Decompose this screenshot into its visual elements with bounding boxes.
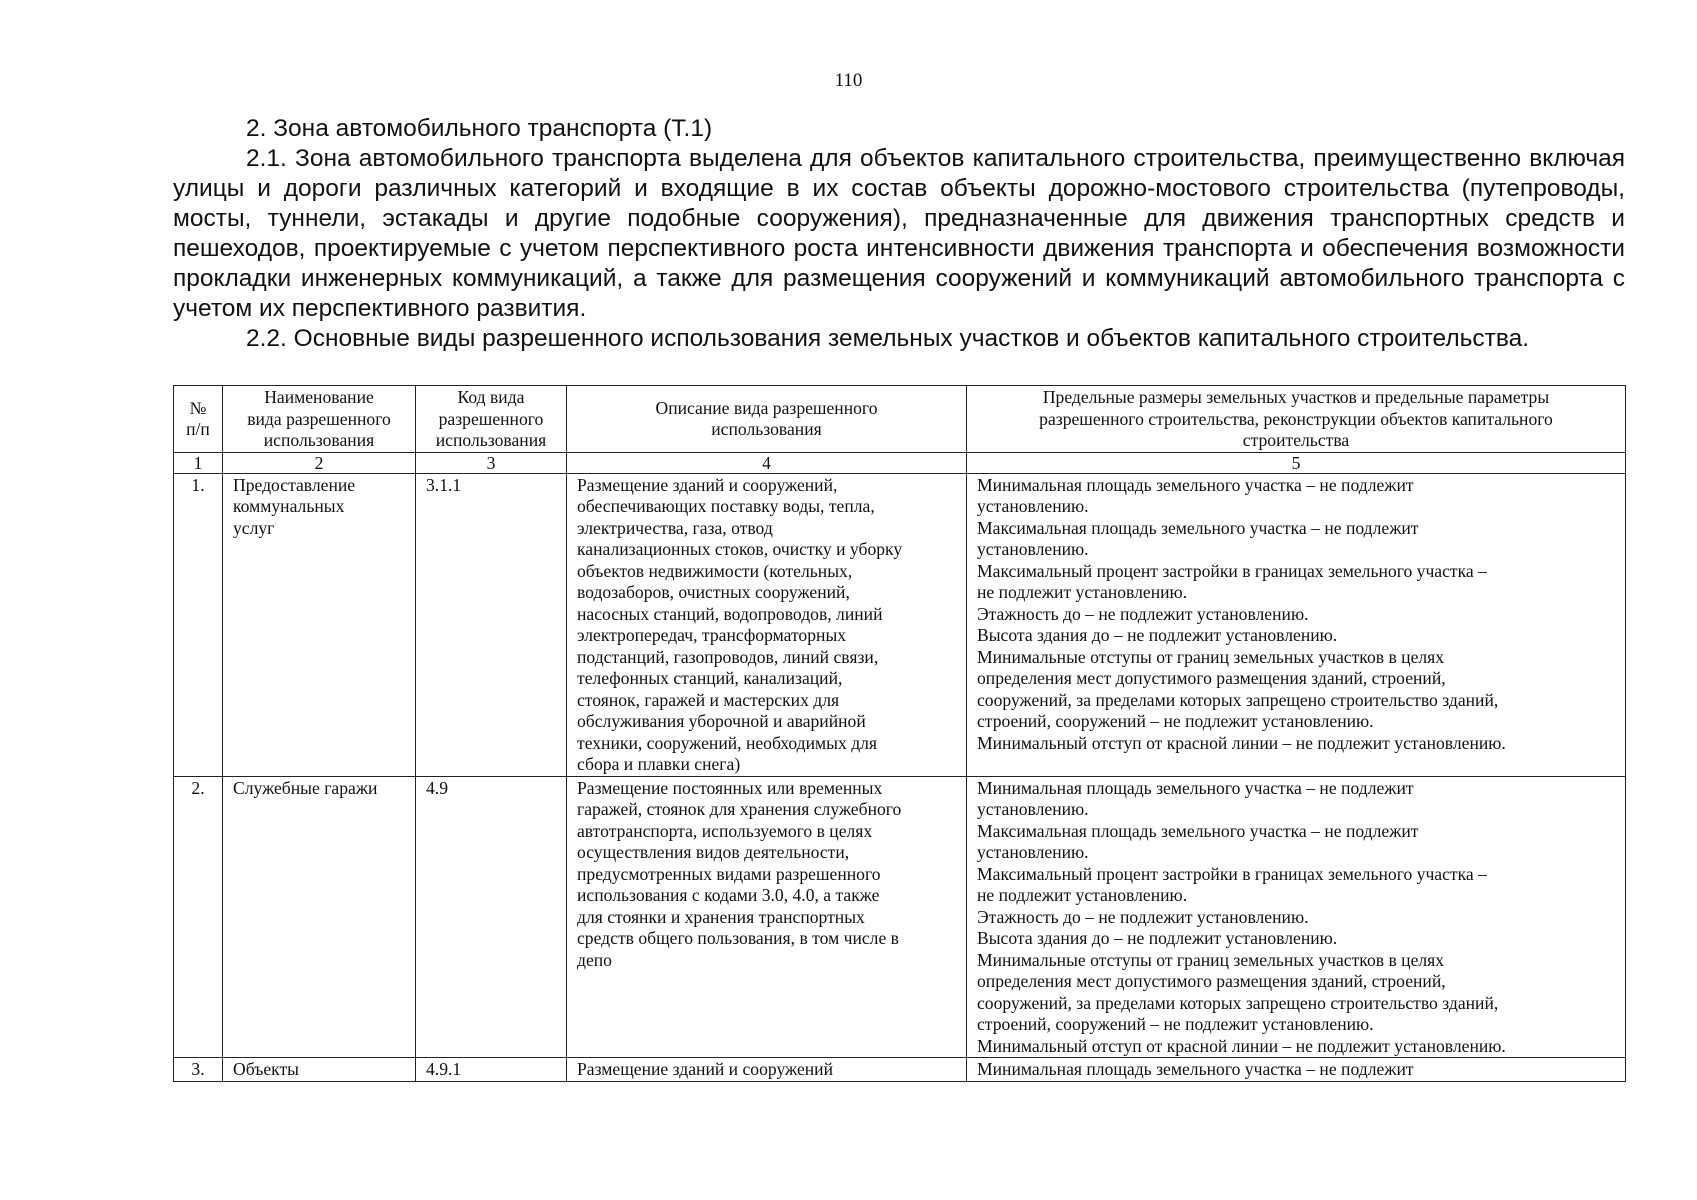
use-description: Размещение постоянных или временных гаражей, стоянок для хранения служебного автотранспорта, используемого в целях осуществления видов деятельности, предусмотренных видами разрешенного использования с кодами 3.0, 4.0, а также для стоянки и хранения транспортных средств общего пользования, в том числе в депо [567,776,967,1058]
use-parameters: Минимальная площадь земельного участка – не подлежит [967,1058,1626,1082]
table-row [174,1058,1626,1082]
use-name: Предоставление коммунальных услуг [223,473,416,776]
use-code: 4.9 [416,776,567,1058]
use-code: 4.9.1 [416,1058,567,1082]
use-description: Размещение зданий и сооружений, обеспечивающих поставку воды, тепла, электричества, газа, отвод канализационных стоков, очистку и уборку объектов недвижимости (котельных, водозаборов, очистных сооружений, насосных станций, водопроводов, линий электропередач, трансформаторных подстанций, газопроводов, линий связи, телефонных станций, канализаций, стоянок, гаражей и мастерских для обслуживания уборочной и аварийной техники, сооружений, необходимых для сбора и плавки снега) [567,473,967,776]
use-description: Размещение зданий и сооружений [567,1058,967,1082]
column-number: 4 [567,452,967,473]
header-use-code: Код вида разрешенного использования [416,386,567,453]
table-header-row [174,386,1626,453]
row-number: 2. [174,776,223,1058]
paragraph-zone-description: 2.1. Зона автомобильного транспорта выделена для объектов капитального строительства, преимущественно включая улицы и дороги различных категорий и входящие в их состав объекты дорожно-мостового строительства (путепроводы, мосты, туннели, эстакады и другие подобные сооружения), предназначенные для движения транспортных средств и пешеходов, проектируемые с учетом перспективного роста интенсивности движения транспорта и обеспечения возможности прокладки инженерных коммуникаций, а также для размещения сооружений и коммуникаций автомобильного транспорта с учетом их перспективного развития. [173,145,1625,322]
row-number: 1. [174,473,223,776]
section-heading: 2. Зона автомобильного транспорта (Т.1) [246,115,713,142]
use-parameters: Минимальная площадь земельного участка – не подлежит установлению. Максимальная площадь земельного участка – не подлежит установлению. Максимальный процент застройки в границах земельного участка – не подлежит установлению. Этажность до – не подлежит установлению. Высота здания до – не подлежит установлению. Минимальные отступы от границ земельных участков в целях определения мест допустимого размещения зданий, строений, сооружений, за пределами которых запрещено строительство зданий, строений, сооружений – не подлежит установлению. Минимальный отступ от красной линии – не подлежит установлению. [967,776,1626,1058]
header-use-description: Описание вида разрешенного использования [567,386,967,453]
row-number: 3. [174,1058,223,1082]
column-number: 2 [223,452,416,473]
permitted-use-table [173,385,1626,1082]
column-number: 1 [174,452,223,473]
column-number-row [174,452,1626,473]
column-number: 5 [967,452,1626,473]
header-use-name: Наименование вида разрешенного использования [223,386,416,453]
header-number: № п/п [174,386,223,453]
table-row [174,776,1626,1058]
table-row [174,473,1626,776]
use-parameters: Минимальная площадь земельного участка – не подлежит установлению. Максимальная площадь земельного участка – не подлежит установлению. Максимальный процент застройки в границах земельного участка – не подлежит установлению. Этажность до – не подлежит установлению. Высота здания до – не подлежит установлению. Минимальные отступы от границ земельных участков в целях определения мест допустимого размещения зданий, строений, сооружений, за пределами которых запрещено строительство зданий, строений, сооружений – не подлежит установлению. Минимальный отступ от красной линии – не подлежит установлению. [967,473,1626,776]
paragraph-main-uses: 2.2. Основные виды разрешенного использования земельных участков и объектов капитального строительства. [246,325,1530,352]
header-parameters: Предельные размеры земельных участков и предельные параметры разрешенного строительства, реконструкции объектов капитального строительства [967,386,1626,453]
page-number: 110 [834,70,863,91]
use-name: Объекты [223,1058,416,1082]
column-number: 3 [416,452,567,473]
section-text [173,114,1625,354]
use-name: Служебные гаражи [223,776,416,1058]
use-code: 3.1.1 [416,473,567,776]
